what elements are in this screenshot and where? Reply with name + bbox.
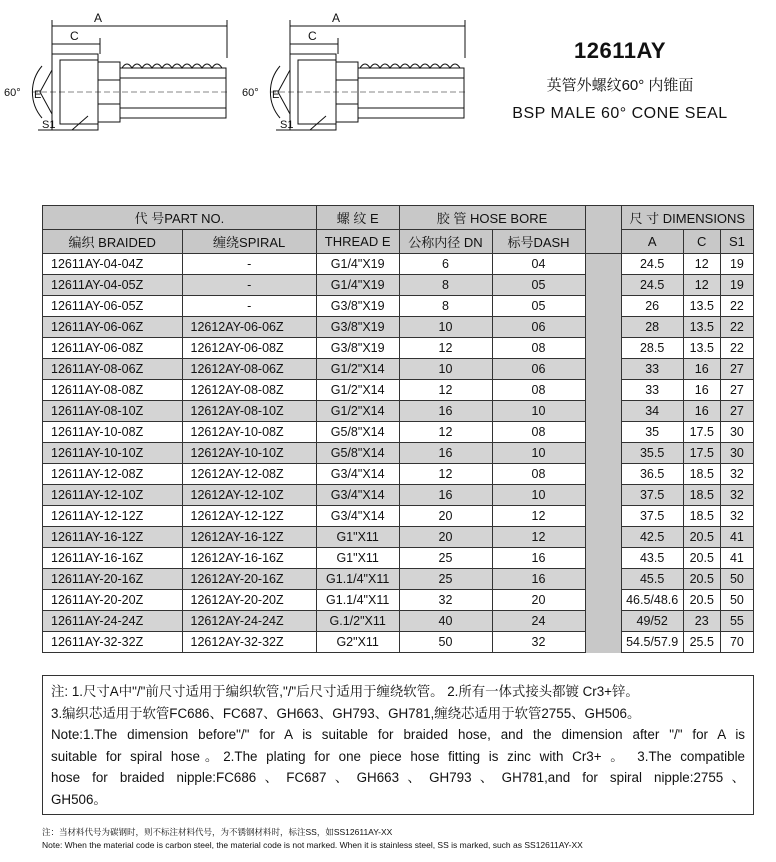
cell-a: 37.5 bbox=[621, 506, 683, 527]
table-row bbox=[43, 275, 754, 296]
note-line-2: 3.编织芯适用于软管FC686、FC687、GH663、GH793、GH781,缠绕芯适用于软管2755、GH506。 bbox=[51, 705, 641, 721]
cell-c: 17.5 bbox=[683, 422, 720, 443]
cell-c: 16 bbox=[683, 359, 720, 380]
cell-s1: 70 bbox=[720, 632, 753, 653]
footer-en: Note: When the material code is carbon steel, the material code is not marked. When it is stainless steel, SS is marked, such as SS12611AY-XX bbox=[42, 840, 583, 850]
cell-s1: 30 bbox=[720, 422, 753, 443]
cell-s1: 27 bbox=[720, 380, 753, 401]
cell-spiral: - bbox=[182, 254, 316, 275]
cell-dn: 20 bbox=[399, 506, 492, 527]
cell-braided: 12611AY-10-10Z bbox=[43, 443, 183, 464]
note-line-5: hose for braided nipple:FC686、FC687、GH663、GH793、GH781,and for spiral nipple:2755、 bbox=[51, 770, 745, 785]
cell-s1: 50 bbox=[720, 569, 753, 590]
cell-dn: 6 bbox=[399, 254, 492, 275]
cell-c: 20.5 bbox=[683, 548, 720, 569]
note-line-3: Note:1.The dimension before"/" for A is suitable for braided hose, and the dimension after "/" for A is bbox=[51, 727, 745, 742]
dim-label-e: E bbox=[34, 89, 42, 101]
cell-braided: 12611AY-16-16Z bbox=[43, 548, 183, 569]
cell-thread: G3/8"X19 bbox=[316, 296, 399, 317]
dim-label-c: C bbox=[308, 29, 317, 43]
cell-s1: 22 bbox=[720, 317, 753, 338]
header-dimensions: 尺 寸 DIMENSIONS bbox=[621, 206, 753, 230]
cell-c: 18.5 bbox=[683, 464, 720, 485]
cell-dash: 05 bbox=[492, 275, 585, 296]
header-gap bbox=[585, 206, 621, 254]
cell-spiral: 12612AY-24-24Z bbox=[182, 611, 316, 632]
cell-c: 13.5 bbox=[683, 296, 720, 317]
cell-thread: G1/4"X19 bbox=[316, 254, 399, 275]
cell-spiral: 12612AY-10-10Z bbox=[182, 443, 316, 464]
dim-label-angle: 60° bbox=[4, 87, 21, 99]
cell-dn: 12 bbox=[399, 464, 492, 485]
cell-dn: 25 bbox=[399, 569, 492, 590]
cell-dash: 12 bbox=[492, 506, 585, 527]
cell-braided: 12611AY-16-12Z bbox=[43, 527, 183, 548]
cell-dn: 16 bbox=[399, 401, 492, 422]
cell-spiral: 12612AY-32-32Z bbox=[182, 632, 316, 653]
header-row-top bbox=[43, 206, 754, 230]
col-s1: S1 bbox=[720, 230, 753, 254]
cell-dash: 20 bbox=[492, 590, 585, 611]
cell-dash: 10 bbox=[492, 443, 585, 464]
cell-dash: 04 bbox=[492, 254, 585, 275]
header-hose-bore: 胶 管 HOSE BORE bbox=[399, 206, 585, 230]
cell-braided: 12611AY-12-10Z bbox=[43, 485, 183, 506]
cell-thread: G1/2"X14 bbox=[316, 401, 399, 422]
col-a: A bbox=[621, 230, 683, 254]
cell-braided: 12611AY-04-04Z bbox=[43, 254, 183, 275]
col-dash: 标号DASH bbox=[492, 230, 585, 254]
cell-dash: 08 bbox=[492, 464, 585, 485]
cell-dn: 20 bbox=[399, 527, 492, 548]
cell-dn: 25 bbox=[399, 548, 492, 569]
cell-dn: 8 bbox=[399, 275, 492, 296]
cell-spiral: 12612AY-06-08Z bbox=[182, 338, 316, 359]
col-dn: 公称内径 DN bbox=[399, 230, 492, 254]
cell-thread: G1/2"X14 bbox=[316, 359, 399, 380]
cell-s1: 32 bbox=[720, 506, 753, 527]
col-spiral: 缠绕SPIRAL bbox=[182, 230, 316, 254]
cell-dn: 40 bbox=[399, 611, 492, 632]
cell-thread: G1/4"X19 bbox=[316, 275, 399, 296]
cell-dn: 10 bbox=[399, 317, 492, 338]
note-line-6: GH506。 bbox=[51, 791, 107, 807]
cell-thread: G2"X11 bbox=[316, 632, 399, 653]
cell-braided: 12611AY-12-08Z bbox=[43, 464, 183, 485]
table-row bbox=[43, 296, 754, 317]
cell-spiral: 12612AY-16-12Z bbox=[182, 527, 316, 548]
cell-c: 13.5 bbox=[683, 338, 720, 359]
cell-spiral: 12612AY-12-08Z bbox=[182, 464, 316, 485]
spec-table bbox=[42, 205, 754, 653]
cell-spiral: 12612AY-06-06Z bbox=[182, 317, 316, 338]
cell-braided: 12611AY-32-32Z bbox=[43, 632, 183, 653]
cell-thread: G.1/2"X11 bbox=[316, 611, 399, 632]
cell-dn: 12 bbox=[399, 380, 492, 401]
table-row bbox=[43, 317, 754, 338]
cell-spiral: 12612AY-10-08Z bbox=[182, 422, 316, 443]
cell-s1: 27 bbox=[720, 401, 753, 422]
table-row bbox=[43, 254, 754, 275]
cell-s1: 22 bbox=[720, 296, 753, 317]
table-row bbox=[43, 443, 754, 464]
cell-dash: 16 bbox=[492, 548, 585, 569]
fitting-drawing-spiral bbox=[240, 8, 470, 138]
cell-a: 46.5/48.6 bbox=[621, 590, 683, 611]
dim-label-s1: S1 bbox=[42, 119, 56, 131]
cell-c: 12 bbox=[683, 254, 720, 275]
cell-spiral: 12612AY-16-16Z bbox=[182, 548, 316, 569]
cell-braided: 12611AY-24-24Z bbox=[43, 611, 183, 632]
cell-dash: 32 bbox=[492, 632, 585, 653]
cell-braided: 12611AY-04-05Z bbox=[43, 275, 183, 296]
cell-a: 35.5 bbox=[621, 443, 683, 464]
header-row-sub bbox=[43, 230, 754, 254]
table-row bbox=[43, 401, 754, 422]
cell-thread: G5/8"X14 bbox=[316, 422, 399, 443]
cell-s1: 19 bbox=[720, 275, 753, 296]
dim-label-e: E bbox=[272, 89, 280, 101]
cell-braided: 12611AY-06-06Z bbox=[43, 317, 183, 338]
table-row bbox=[43, 485, 754, 506]
cell-a: 24.5 bbox=[621, 254, 683, 275]
cell-braided: 12611AY-20-20Z bbox=[43, 590, 183, 611]
cell-c: 20.5 bbox=[683, 569, 720, 590]
table-gap-cell bbox=[585, 254, 621, 653]
cell-thread: G3/8"X19 bbox=[316, 338, 399, 359]
cell-a: 34 bbox=[621, 401, 683, 422]
cell-s1: 41 bbox=[720, 548, 753, 569]
cell-c: 18.5 bbox=[683, 485, 720, 506]
cell-thread: G3/4"X14 bbox=[316, 485, 399, 506]
cell-dash: 06 bbox=[492, 317, 585, 338]
table-row bbox=[43, 464, 754, 485]
cell-dn: 50 bbox=[399, 632, 492, 653]
cell-c: 12 bbox=[683, 275, 720, 296]
spec-table-body bbox=[43, 254, 754, 653]
cell-spiral: - bbox=[182, 296, 316, 317]
table-row bbox=[43, 611, 754, 632]
col-thread: THREAD E bbox=[316, 230, 399, 254]
note-line-4: suitable for spiral hose。2.The plating for one piece hose fitting is zinc with Cr3+ 。 3.The compatible bbox=[51, 748, 745, 764]
cell-s1: 32 bbox=[720, 485, 753, 506]
cell-s1: 55 bbox=[720, 611, 753, 632]
subtitle-en: BSP MALE 60° CONE SEAL bbox=[512, 105, 728, 122]
dim-label-c: C bbox=[70, 29, 79, 43]
cell-spiral: 12612AY-08-08Z bbox=[182, 380, 316, 401]
cell-spiral: 12612AY-08-10Z bbox=[182, 401, 316, 422]
cell-a: 36.5 bbox=[621, 464, 683, 485]
cell-dash: 08 bbox=[492, 380, 585, 401]
cell-a: 43.5 bbox=[621, 548, 683, 569]
footer-cn: 注：当材料代号为碳钢时，则不标注材料代号，为不锈钢材料时，标注SS，如SS12611AY-XX bbox=[42, 827, 393, 837]
table-row bbox=[43, 527, 754, 548]
footer-note bbox=[42, 826, 583, 852]
cell-dn: 16 bbox=[399, 443, 492, 464]
col-braided: 编织 BRAIDED bbox=[43, 230, 183, 254]
dim-label-angle: 60° bbox=[242, 87, 259, 99]
cell-dash: 10 bbox=[492, 485, 585, 506]
cell-dash: 05 bbox=[492, 296, 585, 317]
header-thread: 螺 纹 E bbox=[316, 206, 399, 230]
cell-braided: 12611AY-20-16Z bbox=[43, 569, 183, 590]
notes-box bbox=[42, 675, 754, 815]
table-row bbox=[43, 359, 754, 380]
table-row bbox=[43, 338, 754, 359]
cell-spiral: 12612AY-08-06Z bbox=[182, 359, 316, 380]
cell-dn: 10 bbox=[399, 359, 492, 380]
cell-a: 28.5 bbox=[621, 338, 683, 359]
subtitle-cn: 英管外螺纹60° 内锥面 bbox=[546, 77, 694, 94]
cell-a: 54.5/57.9 bbox=[621, 632, 683, 653]
cell-c: 20.5 bbox=[683, 590, 720, 611]
model-number: 12611AY bbox=[573, 38, 666, 63]
cell-dash: 06 bbox=[492, 359, 585, 380]
cell-dash: 16 bbox=[492, 569, 585, 590]
cell-dn: 16 bbox=[399, 485, 492, 506]
cell-braided: 12611AY-10-08Z bbox=[43, 422, 183, 443]
cell-a: 28 bbox=[621, 317, 683, 338]
table-row bbox=[43, 422, 754, 443]
cell-thread: G1"X11 bbox=[316, 548, 399, 569]
cell-spiral: 12612AY-20-20Z bbox=[182, 590, 316, 611]
cell-braided: 12611AY-06-08Z bbox=[43, 338, 183, 359]
cell-a: 26 bbox=[621, 296, 683, 317]
cell-c: 25.5 bbox=[683, 632, 720, 653]
cell-s1: 19 bbox=[720, 254, 753, 275]
cell-spiral: 12612AY-12-10Z bbox=[182, 485, 316, 506]
cell-thread: G1.1/4"X11 bbox=[316, 590, 399, 611]
cell-a: 35 bbox=[621, 422, 683, 443]
cell-thread: G3/4"X14 bbox=[316, 506, 399, 527]
cell-dn: 32 bbox=[399, 590, 492, 611]
fitting-drawing-braided bbox=[2, 8, 232, 138]
cell-a: 33 bbox=[621, 380, 683, 401]
cell-dash: 08 bbox=[492, 422, 585, 443]
cell-s1: 27 bbox=[720, 359, 753, 380]
cell-braided: 12611AY-08-08Z bbox=[43, 380, 183, 401]
cell-spiral: 12612AY-20-16Z bbox=[182, 569, 316, 590]
cell-dash: 08 bbox=[492, 338, 585, 359]
cell-braided: 12611AY-08-06Z bbox=[43, 359, 183, 380]
cell-thread: G1.1/4"X11 bbox=[316, 569, 399, 590]
cell-thread: G1"X11 bbox=[316, 527, 399, 548]
dim-label-a: A bbox=[94, 11, 103, 25]
cell-c: 18.5 bbox=[683, 506, 720, 527]
header-part-no: 代 号PART NO. bbox=[43, 206, 317, 230]
cell-a: 33 bbox=[621, 359, 683, 380]
cell-thread: G3/8"X19 bbox=[316, 317, 399, 338]
dim-label-s1: S1 bbox=[280, 119, 294, 131]
table-row bbox=[43, 569, 754, 590]
cell-a: 24.5 bbox=[621, 275, 683, 296]
dim-label-a: A bbox=[332, 11, 341, 25]
cell-braided: 12611AY-06-05Z bbox=[43, 296, 183, 317]
cell-thread: G3/4"X14 bbox=[316, 464, 399, 485]
cell-spiral: - bbox=[182, 275, 316, 296]
cell-dash: 10 bbox=[492, 401, 585, 422]
cell-dash: 12 bbox=[492, 527, 585, 548]
cell-s1: 41 bbox=[720, 527, 753, 548]
cell-braided: 12611AY-08-10Z bbox=[43, 401, 183, 422]
cell-a: 49/52 bbox=[621, 611, 683, 632]
cell-thread: G1/2"X14 bbox=[316, 380, 399, 401]
cell-s1: 32 bbox=[720, 464, 753, 485]
cell-c: 17.5 bbox=[683, 443, 720, 464]
cell-dn: 8 bbox=[399, 296, 492, 317]
cell-dn: 12 bbox=[399, 338, 492, 359]
cell-a: 45.5 bbox=[621, 569, 683, 590]
cell-braided: 12611AY-12-12Z bbox=[43, 506, 183, 527]
cell-thread: G5/8"X14 bbox=[316, 443, 399, 464]
cell-a: 37.5 bbox=[621, 485, 683, 506]
cell-c: 20.5 bbox=[683, 527, 720, 548]
cell-dash: 24 bbox=[492, 611, 585, 632]
cell-c: 23 bbox=[683, 611, 720, 632]
note-line-1: 注: 1.尺寸A中"/"前尺寸适用于编织软管,"/"后尺寸适用于缠绕软管。 2.所有一体式接头都镀 Cr3+锌。 bbox=[51, 684, 639, 699]
table-row bbox=[43, 590, 754, 611]
table-row bbox=[43, 506, 754, 527]
cell-dn: 12 bbox=[399, 422, 492, 443]
cell-s1: 50 bbox=[720, 590, 753, 611]
cell-c: 16 bbox=[683, 380, 720, 401]
table-row bbox=[43, 548, 754, 569]
table-row bbox=[43, 380, 754, 401]
cell-a: 42.5 bbox=[621, 527, 683, 548]
title-block bbox=[480, 38, 760, 123]
cell-c: 16 bbox=[683, 401, 720, 422]
cell-spiral: 12612AY-12-12Z bbox=[182, 506, 316, 527]
cell-c: 13.5 bbox=[683, 317, 720, 338]
col-c: C bbox=[683, 230, 720, 254]
cell-s1: 30 bbox=[720, 443, 753, 464]
cell-s1: 22 bbox=[720, 338, 753, 359]
table-row bbox=[43, 632, 754, 653]
